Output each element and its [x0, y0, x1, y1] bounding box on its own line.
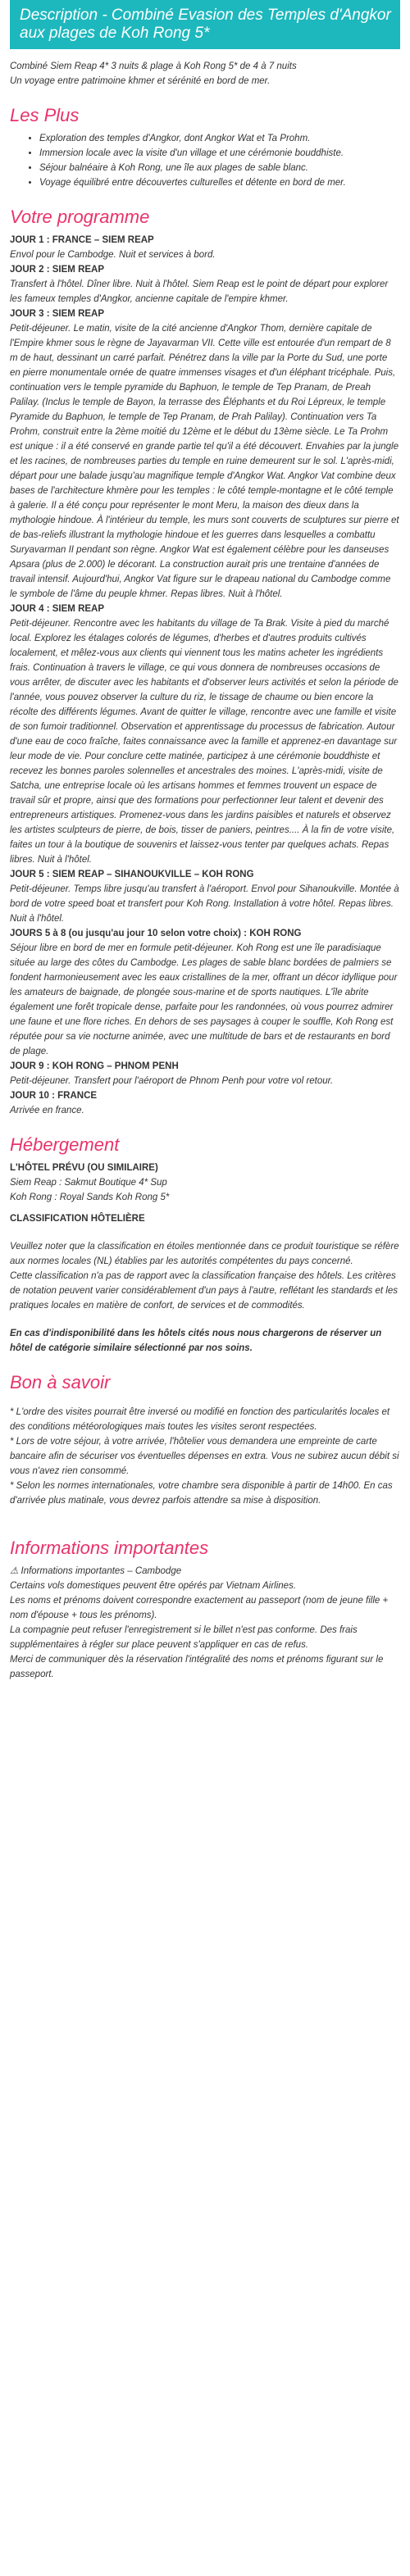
section-heading-informations: Informations importantes — [10, 1538, 209, 1558]
day-text: Petit-déjeuner. Rencontre avec les habitants du village de Ta Brak. Visite à pied du marché local. Explorez les étalages colorés de légumes, d'herbes et d'autres produits cultivés localement, et mêlez-vous aux clients qui viennent tous les matins acheter les ingrédients frais. Continuation à travers le village, ce qui vous donnera de nombreuses occasions de vous arrêter, de discuter avec les habitants et d'observer leurs activités et selon la période de l'année, vous pouvez observer la culture du riz, le tissage de chaume ou bien encore la récolte des différents légumes. Avant de quitter le village, rencontre avec une famille et visite de son fumoir traditionnel. Observation et apprentissage du processus de fabrication. Autour d'une eau de coco fraîche, faites connaissance avec la famille et apprenez-en davantage sur leur mode de vie. Pour conclure cette matinée, participez à une cérémonie bouddhiste et recevez les bonnes paroles solennelles et ancestrales des moines. L'après-midi, visite de Satcha, une entreprise locale où les artisans hommes et femmes trouvent un espace de travail sûr et propre, ainsi que des formations pour perfectionner leur talent et devenir des entrepreneurs artistiques. Promenez-vous dans les jardins paisibles et naturels et observez les artistes sculpteurs de pierre, de bois, tisser de paniers, peintres.... À la fin de votre visite, faites un tour à la boutique de souvenirs et laissez-vous tenter par quelques achats. Repas libres. Nuit à l'hôtel. — [10, 619, 399, 865]
list-item: • Exploration des temples d'Angkor, dont Angkor Wat et Ta Prohm. — [39, 131, 400, 146]
day-text: Envol pour le Cambodge. Nuit et services à bord. — [10, 250, 216, 260]
note-paragraph: * L'ordre des visites pourrait être inversé ou modifié en fonction des particularités locales et des conditions météorologiques mais toutes les visites seront respectées. — [10, 1407, 390, 1432]
section-heading-programme: Votre programme — [10, 207, 150, 227]
list-item: • Voyage équilibré entre découvertes culturelles et détente en bord de mer. — [39, 175, 400, 190]
list-item: • Immersion locale avec la visite d'un village et une cérémonie bouddhiste. — [39, 146, 400, 161]
day-title: JOUR 5 : SIEM REAP – SIHANOUKVILLE – KOH RONG — [10, 870, 254, 879]
section-heading-hebergement: Hébergement — [10, 1134, 120, 1155]
hotel-line: Siem Reap : Sakmut Boutique 4* Sup — [10, 1178, 167, 1188]
intro-line: Combiné Siem Reap 4* 3 nuits & plage à Koh Rong 5* de 4 à 7 nuits — [10, 61, 297, 71]
day-text: Transfert à l'hôtel. Dîner libre. Nuit à l'hôtel. Siem Reap est le point de départ pour explorer les fameux temples d'Angkor, ancienne capitale de l'empire khmer. — [10, 279, 389, 304]
classification-paragraph: Veuillez noter que la classification en étoiles mentionnée dans ce produit touristique se réfère aux normes locales (NL) établies par les autorités compétentes du pays concerné. — [10, 1242, 399, 1266]
hebergement — [10, 1161, 400, 1356]
day-title: JOUR 1 : FRANCE – SIEM REAP — [10, 235, 154, 245]
list-item: • Séjour balnéaire à Koh Rong, une île aux plages de sable blanc. — [39, 161, 400, 175]
bon-a-savoir — [10, 1398, 400, 1508]
hotel-label: L'HÔTEL PRÉVU (OU SIMILAIRE) — [10, 1163, 158, 1173]
day-title: JOURS 5 à 8 (ou jusqu'au jour 10 selon votre choix) : KOH RONG — [10, 929, 302, 938]
day-title: JOUR 4 : SIEM REAP — [10, 604, 105, 614]
day-title: JOUR 10 : FRANCE — [10, 1091, 98, 1101]
classification-paragraph: Cette classification n'a pas de rapport avec la classification française des hôtels. Les critères de notation peuvent varier considérablement d'un pays à l'autre, reflétant les standards et les pratiques locales en matière de confort, de services et de commodités. — [10, 1271, 398, 1311]
day-text: Arrivée en france. — [10, 1106, 84, 1115]
day-text: Petit-déjeuner. Transfert pour l'aéroport de Phnom Penh pour votre vol retour. — [10, 1076, 334, 1086]
availability-note: En cas d'indisponibilité dans les hôtels cités nous nous chargerons de réserver un hôtel de catégorie similaire sélectionné par nos soins. — [10, 1329, 382, 1353]
classification-title: CLASSIFICATION HÔTELIÈRE — [10, 1214, 145, 1224]
day-text: Séjour libre en bord de mer en formule petit-déjeuner. Koh Rong est une île paradisiaque située au large des côtes du Cambodge. Les plages de sable blanc bordées de palmiers se fondent harmonieusement avec les eaux cristallines de la mer, offrant un décor idyllique pour les amateurs de baignade, de plongée sous-marine et de sports nautiques. L'île abrite également une forêt tropicale dense, parfaite pour les randonnées, où vous pourrez admirer une faune et une flore riches. En dehors de ses paysages à couper le souffle, Koh Rong est réputée pour sa vie nocturne animée, avec une multitude de bars et de restaurants en bord de plage. — [10, 943, 398, 1056]
note-paragraph: * Selon les normes internationales, votre chambre sera disponible à partir de 14h00. En cas d'arrivée plus matinale, vous devrez parfois attendre sa mise à disposition. — [10, 1481, 393, 1506]
intro — [10, 59, 400, 89]
info-line: Les noms et prénoms doivent correspondre exactement au passeport (nom de jeune fille + nom d'épouse + tous les prénoms). — [10, 1596, 389, 1620]
hotel-line: Koh Rong : Royal Sands Koh Rong 5* — [10, 1193, 170, 1202]
day-text: Petit-déjeuner. Temps libre jusqu'au transfert à l'aéroport. Envol pour Sihanoukville. Montée à bord de votre speed boat et transfert pour Koh Rong. Installation à votre hôtel. Repas libres. Nuit à l'hôtel. — [10, 884, 399, 924]
info-line: Merci de communiquer dès la réservation l'intégralité des noms et prénoms figurant sur le passeport. — [10, 1655, 384, 1679]
info-line: Certains vols domestiques peuvent être opérés par Vietnam Airlines. — [10, 1581, 297, 1591]
info-line: ⚠ Informations importantes – Cambodge — [10, 1566, 182, 1576]
note-paragraph: * Lors de votre séjour, à votre arrivée, l'hôtelier vous demandera une empreinte de carte bancaire afin de sécuriser vos éventuelles dépenses en extra. Vous ne subirez aucun débit si vous n'avez rien consommé. — [10, 1437, 399, 1476]
day-text: Petit-déjeuner. Le matin, visite de la cité ancienne d'Angkor Thom, dernière capitale de l'Empire khmer sous le règne de Jayavarman VII. Cette ville est entourée d'un rempart de 8 m de haut, dessinant un carré parfait. Pénétrez dans la ville par la Porte du Sud, une porte en pierre monumentale ornée de quatre immenses visages et d'un éléphant tricéphale. Puis, continuation vers le temple pyramide du Baphuon, le temple de Tep Pranam, de Preah Palilay. (Inclus le temple de Bayon, la terrasse des Éléphants et du Roi Lépreux, le temple Pyramide du Baphuon, le temple de Tep Pranam, de Prah Palilay). Continuation vers Ta Prohm, construit entre la 2ème moitié du 12ème et le début du 13ème siècle. Le Ta Prohm est unique : il a été conservé en grande partie tel qu'il a été découvert. Envahies par la jungle et les racines, de nombreuses parties du temple en ruine demeurent sur le sol. L'après-midi, départ pour une balade jusqu'au magnifique temple d'Angkor Wat. Angkor Vat combine deux bases de l'architecture khmère pour les temples : le côté temple-montagne et le côté temple à galerie. Il a été conçu pour représenter le mont Meru, la maison des dieux dans la mythologie hindoue. À l'intérieur du temple, les murs sont couverts de sculptures sur pierre et de bas-reliefs illustrant la mythologie hindoue et les guerres dans lesquelles a combattu Suryavarman II pendant son règne. Angkor Wat est également célèbre pour les danseuses Apsara (plus de 2.000) le décorant. La construction aurait pris une trentaine d'années de travail intensif. Aujourd'hui, Angkor Vat figure sur le drapeau national du Cambodge comme le symbole de l'âme du peuple khmer. Repas libres. Nuit à l'hôtel. — [10, 324, 399, 599]
page-title: Description - Combiné Evasion des Temples d'Angkor aux plages de Koh Rong 5* — [10, 0, 400, 49]
day-title: JOUR 2 : SIEM REAP — [10, 265, 105, 275]
les-plus-list — [10, 131, 400, 190]
info-line: La compagnie peut refuser l'enregistrement si le billet n'est pas conforme. Des frais supplémentaires à régler sur place peuvent s'appliquer en cas de refus. — [10, 1625, 358, 1650]
informations — [10, 1564, 400, 1682]
day-title: JOUR 3 : SIEM REAP — [10, 309, 105, 319]
programme — [10, 233, 400, 1118]
intro-line: Un voyage entre patrimoine khmer et sérénité en bord de mer. — [10, 76, 271, 86]
section-heading-les-plus: Les Plus — [10, 105, 80, 125]
section-heading-bon-a-savoir: Bon à savoir — [10, 1372, 111, 1392]
day-title: JOUR 9 : KOH RONG – PHNOM PENH — [10, 1061, 179, 1071]
